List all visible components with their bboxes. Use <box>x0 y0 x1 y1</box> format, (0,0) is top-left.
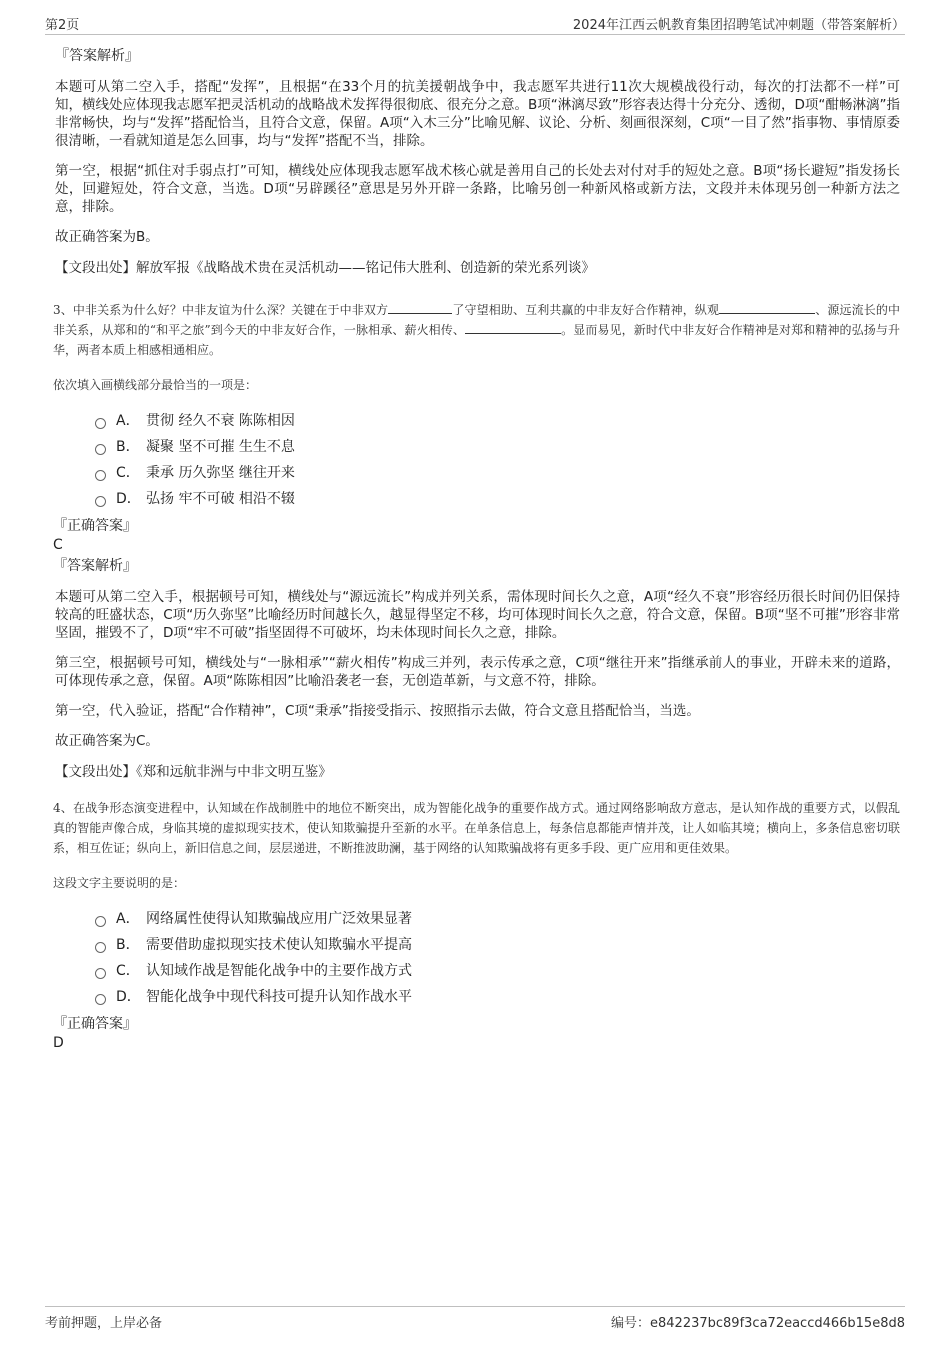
radio-icon[interactable] <box>95 968 106 979</box>
option-d[interactable]: D． 弘扬 牢不可破 相沿不辍 <box>95 486 900 512</box>
radio-icon[interactable] <box>95 916 106 927</box>
correct-answer: C <box>53 537 63 553</box>
question-prompt: 这段文字主要说明的是： <box>53 876 186 890</box>
option-a[interactable]: A． 贯彻 经久不衰 陈陈相因 <box>95 408 900 434</box>
question-prompt: 依次填入画横线部分最恰当的一项是： <box>53 378 258 392</box>
page-content <box>55 46 900 1052</box>
conclusion: 故正确答案为B。 <box>55 229 159 245</box>
option-a[interactable]: A． 网络属性使得认知欺骗战应用广泛效果显著 <box>95 906 900 932</box>
radio-icon[interactable] <box>95 444 106 455</box>
option-list <box>53 906 900 1010</box>
radio-icon[interactable] <box>95 496 106 507</box>
correct-answer: D <box>53 1035 64 1051</box>
source-citation: 【文段出处】《郑和远航非洲与中非文明互鉴》 <box>55 764 332 780</box>
analysis-paragraph: 第一空，代入验证，搭配“合作精神”，C项“秉承”指接受指示、按照指示去做，符合文意且搭配恰当，当选。 <box>55 703 700 719</box>
radio-icon[interactable] <box>95 994 106 1005</box>
radio-icon[interactable] <box>95 470 106 481</box>
question-stem: 3、中非关系为什么好？中非友谊为什么深？关键在于中非双方 了守望相助、互利共赢的中非友好合作精神，纵观 、源远流长的中非关系，从郑和的“和平之旅”到今天的中非友好合作，一脉相承、薪火相传、 。显而易见，新时代中非友好合作精神是对郑和精神的弘扬与升华，两者本质上相感相通相应。 <box>53 303 900 357</box>
correct-answer-label: 『正确答案』 <box>53 1016 137 1032</box>
question-3 <box>53 300 900 576</box>
option-c[interactable]: C． 认知域作战是智能化战争中的主要作战方式 <box>95 958 900 984</box>
page-number: 第2页 <box>45 18 80 33</box>
conclusion: 故正确答案为C。 <box>55 733 159 749</box>
page-header <box>45 12 905 35</box>
source-citation: 【文段出处】解放军报《战略战术贵在灵活机动——铭记伟大胜利、创造新的荣光系列谈》 <box>55 260 595 276</box>
correct-answer-label: 『正确答案』 <box>53 518 137 534</box>
option-c[interactable]: C． 秉承 历久弥坚 继往开来 <box>95 460 900 486</box>
radio-icon[interactable] <box>95 418 106 429</box>
option-list <box>53 408 900 512</box>
option-d[interactable]: D． 智能化战争中现代科技可提升认知作战水平 <box>95 984 900 1010</box>
answer-blank <box>465 321 561 334</box>
question-4 <box>53 798 900 1052</box>
question-stem: 4、在战争形态演变进程中，认知域在作战制胜中的地位不断突出，成为智能化战争的重要作战方式。通过网络影响敌方意志，是认知作战的重要方式，以假乱真的智能声像合成，身临其境的虚拟现实技术，使认知欺骗提升至新的水平。在单条信息上，每条信息都能声情并茂，让人如临其境；横向上，多条信息密切联系，相互佐证；纵向上，新旧信息之间，层层递进，不断推波助澜，基于网络的认知欺骗战将有更多手段、更广应用和更佳效果。 <box>53 801 900 855</box>
page-footer <box>45 1306 905 1329</box>
option-b[interactable]: B． 凝聚 坚不可摧 生生不息 <box>95 434 900 460</box>
analysis-paragraph: 本题可从第二空入手，搭配“发挥”，且根据“在33个月的抗美援朝战争中，我志愿军共进行11次大规模战役行动，每次的打法都不一样”可知，横线处应体现我志愿军把灵活机动的战略战术发挥得很彻底、很充分之意。B项“淋漓尽致”形容表达得十分充分、透彻，D项“酣畅淋漓”指非常畅快，均与“发挥”搭配恰当，且符合文意，保留。A项“入木三分”比喻见解、议论、分析、刻画很深刻，C项“一目了然”指事物、事情原委很清晰，一看就知道是怎么回事，均与“发挥”搭配不当，排除。 <box>55 79 900 149</box>
document-serial: 编号：e842237bc89f3ca72eaccd466b15e8d8 <box>611 1316 905 1331</box>
analysis-label: 『答案解析』 <box>55 48 139 64</box>
analysis-paragraph: 第三空，根据顿号可知，横线处与“一脉相承”“薪火相传”构成三并列，表示传承之意，C项“继往开来”指继承前人的事业，开辟未来的道路，可体现传承之意，保留。A项“陈陈相因”比喻沿袭老一套，无创造革新，与文意不符，排除。 <box>55 655 900 689</box>
analysis-label: 『答案解析』 <box>53 558 137 574</box>
option-b[interactable]: B． 需要借助虚拟现实技术使认知欺骗水平提高 <box>95 932 900 958</box>
radio-icon[interactable] <box>95 942 106 953</box>
footer-slogan: 考前押题，上岸必备 <box>45 1316 163 1331</box>
document-title: 2024年江西云帆教育集团招聘笔试冲刺题（带答案解析） <box>572 18 905 33</box>
answer-blank <box>388 301 452 314</box>
analysis-paragraph: 本题可从第二空入手，根据顿号可知，横线处与“源远流长”构成并列关系，需体现时间长久之意，A项“经久不衰”形容经历很长时间仍旧保持较高的旺盛状态，C项“历久弥坚”比喻经历时间越长久，越显得坚定不移，均可体现时间长久之意，符合文意，保留。B项“坚不可摧”形容非常坚固，摧毁不了，D项“牢不可破”指坚固得不可破坏，均未体现时间长久之意，排除。 <box>55 589 900 641</box>
answer-blank <box>719 301 815 314</box>
analysis-paragraph: 第一空，根据“抓住对手弱点打”可知，横线处应体现我志愿军战术核心就是善用自己的长处去对付对手的短处之意。B项“扬长避短”指发扬长处，回避短处，符合文意，当选。D项“另辟蹊径”意思是另外开辟一条路，比喻另创一种新风格或新方法，文段并未体现另创一种新方法之意，排除。 <box>55 163 900 215</box>
